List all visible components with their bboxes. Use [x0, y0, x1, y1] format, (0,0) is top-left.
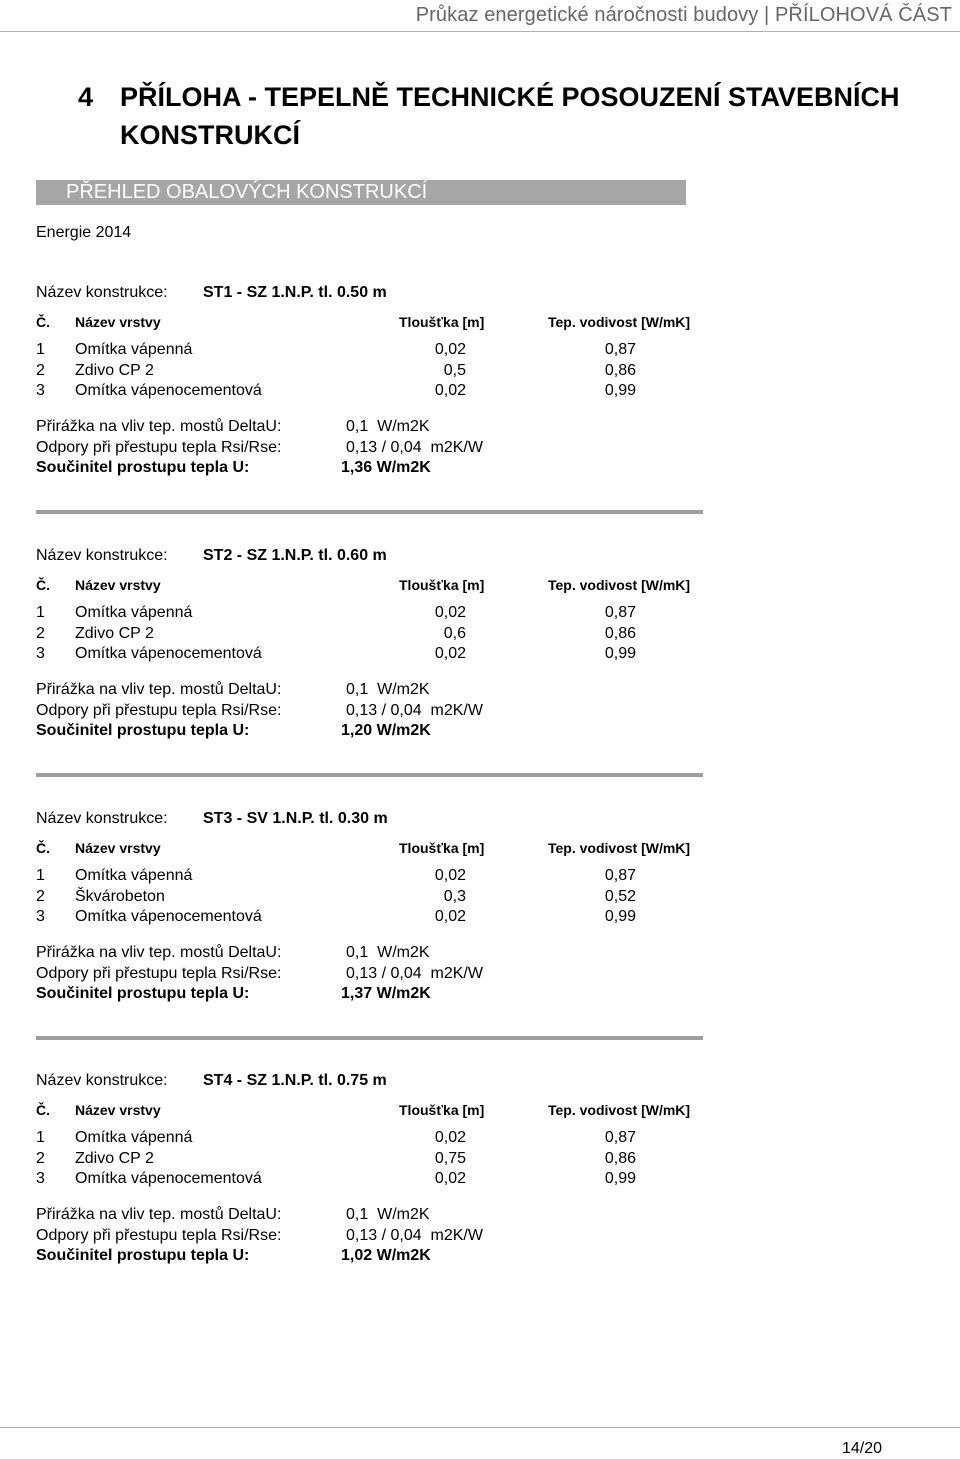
layer-name: Omítka vápenocementová [75, 645, 262, 662]
bridge-label: Přirážka na vliv tep. mostů DeltaU: [36, 418, 282, 435]
layer-number: 1 [36, 604, 45, 621]
layer-name: Škvárobeton [75, 887, 165, 905]
header-title: Průkaz energetické náročnosti budovy | PŘÍLOHOVÁ ČÁST [415, 4, 952, 26]
layer-conductivity: 0,87 [604, 604, 636, 621]
resistance-value: 0,13 / 0,04 m2K/W [346, 1227, 483, 1244]
layer-conductivity: 0,86 [604, 361, 636, 379]
col-header-conductivity: Tep. vodivost [W/mK] [548, 840, 691, 856]
col-header-no: Č. [36, 314, 50, 330]
layer-name: Omítka vápenná [75, 341, 193, 358]
col-header-thickness: Tloušťka [m] [399, 314, 485, 330]
layer-conductivity: 0,99 [604, 908, 636, 925]
construction-name: ST1 - SZ 1.N.P. tl. 0.50 m [203, 284, 387, 301]
construction-name: ST4 - SZ 1.N.P. tl. 0.75 m [203, 1072, 387, 1089]
layer-conductivity: 0,99 [604, 1170, 636, 1187]
layer-conductivity: 0,99 [604, 645, 636, 662]
layer-number: 2 [36, 361, 45, 379]
layer-thickness: 0,75 [434, 1149, 466, 1167]
layer-thickness: 0,3 [443, 887, 466, 905]
resistance-label: Odpory při přestupu tepla Rsi/Rse: [36, 965, 282, 982]
bridge-value: 0,1 W/m2K [346, 944, 430, 961]
col-header-thickness: Tloušťka [m] [399, 840, 485, 856]
layer-number: 2 [36, 624, 45, 642]
bridge-label: Přirážka na vliv tep. mostů DeltaU: [36, 681, 282, 698]
layer-number: 1 [36, 341, 45, 358]
col-header-thickness: Tloušťka [m] [399, 1102, 485, 1118]
u-value: 1,37 W/m2K [341, 985, 431, 1002]
layer-name: Zdivo CP 2 [75, 1149, 154, 1167]
layer-number: 3 [36, 908, 45, 925]
chapter-heading [78, 78, 948, 154]
section-bar [36, 180, 686, 205]
u-value: 1,20 W/m2K [341, 722, 431, 739]
layer-thickness: 0,6 [443, 624, 466, 642]
bridge-label: Přirážka na vliv tep. mostů DeltaU: [36, 944, 282, 961]
layer-conductivity: 0,86 [604, 1149, 636, 1167]
layer-number: 3 [36, 645, 45, 662]
construction-name-label: Název konstrukce: [36, 1072, 168, 1089]
construction-name-label: Název konstrukce: [36, 547, 168, 564]
resistance-value: 0,13 / 0,04 m2K/W [346, 965, 483, 982]
u-value: 1,02 W/m2K [341, 1247, 431, 1264]
col-header-conductivity: Tep. vodivost [W/mK] [548, 1102, 691, 1118]
resistance-value: 0,13 / 0,04 m2K/W [346, 702, 483, 719]
header-rule [0, 31, 960, 32]
col-header-no: Č. [36, 1102, 50, 1118]
layer-conductivity: 0,99 [604, 382, 636, 399]
layer-thickness: 0,02 [434, 382, 466, 399]
layer-name: Omítka vápenocementová [75, 1170, 262, 1187]
layer-number: 1 [36, 1129, 45, 1146]
layer-conductivity: 0,87 [604, 867, 636, 884]
col-header-conductivity: Tep. vodivost [W/mK] [548, 314, 691, 330]
layer-thickness: 0,5 [443, 361, 466, 379]
layer-name: Omítka vápenocementová [75, 382, 262, 399]
layer-thickness: 0,02 [434, 1170, 466, 1187]
layer-conductivity: 0,87 [604, 1129, 636, 1146]
layer-name: Zdivo CP 2 [75, 361, 154, 379]
layer-thickness: 0,02 [434, 604, 466, 621]
layer-number: 2 [36, 887, 45, 905]
layer-number: 1 [36, 867, 45, 884]
layer-number: 3 [36, 1170, 45, 1187]
bridge-value: 0,1 W/m2K [346, 1206, 430, 1223]
layer-name: Zdivo CP 2 [75, 624, 154, 642]
resistance-label: Odpory při přestupu tepla Rsi/Rse: [36, 702, 282, 719]
layer-number: 3 [36, 382, 45, 399]
resistance-label: Odpory při přestupu tepla Rsi/Rse: [36, 1227, 282, 1244]
layer-conductivity: 0,86 [604, 624, 636, 642]
col-header-layer: Název vrstvy [75, 577, 161, 593]
layer-name: Omítka vápenná [75, 604, 193, 621]
section-separator [36, 510, 703, 514]
layer-number: 2 [36, 1149, 45, 1167]
layer-conductivity: 0,87 [604, 341, 636, 358]
u-value-label: Součinitel prostupu tepla U: [36, 722, 250, 739]
layer-thickness: 0,02 [434, 908, 466, 925]
section-bar-label: PŘEHLED OBALOVÝCH KONSTRUKCÍ [66, 181, 428, 203]
bridge-label: Přirážka na vliv tep. mostů DeltaU: [36, 1206, 282, 1223]
u-value: 1,36 W/m2K [341, 459, 431, 476]
layer-conductivity: 0,52 [604, 887, 636, 905]
construction-name-label: Název konstrukce: [36, 284, 168, 301]
col-header-conductivity: Tep. vodivost [W/mK] [548, 577, 691, 593]
layer-name: Omítka vápenocementová [75, 908, 262, 925]
bridge-value: 0,1 W/m2K [346, 681, 430, 698]
construction-name: ST2 - SZ 1.N.P. tl. 0.60 m [203, 547, 387, 564]
col-header-layer: Název vrstvy [75, 314, 161, 330]
resistance-label: Odpory při přestupu tepla Rsi/Rse: [36, 439, 282, 456]
u-value-label: Součinitel prostupu tepla U: [36, 1247, 250, 1264]
layer-thickness: 0,02 [434, 867, 466, 884]
page-number: 14/20 [841, 1440, 882, 1457]
software-name: Energie 2014 [36, 224, 132, 241]
chapter-title-line2: KONSTRUKCÍ [120, 120, 300, 150]
col-header-no: Č. [36, 577, 50, 593]
col-header-layer: Název vrstvy [75, 840, 161, 856]
bridge-value: 0,1 W/m2K [346, 418, 430, 435]
footer-rule [0, 1427, 960, 1428]
construction-name: ST3 - SV 1.N.P. tl. 0.30 m [203, 810, 388, 827]
section-separator [36, 1036, 703, 1040]
u-value-label: Součinitel prostupu tepla U: [36, 459, 250, 476]
construction-name-label: Název konstrukce: [36, 810, 168, 827]
resistance-value: 0,13 / 0,04 m2K/W [346, 439, 483, 456]
col-header-no: Č. [36, 840, 50, 856]
layer-thickness: 0,02 [434, 1129, 466, 1146]
layer-thickness: 0,02 [434, 645, 466, 662]
col-header-layer: Název vrstvy [75, 1102, 161, 1118]
u-value-label: Součinitel prostupu tepla U: [36, 985, 250, 1002]
layer-name: Omítka vápenná [75, 867, 193, 884]
section-separator [36, 773, 703, 777]
col-header-thickness: Tloušťka [m] [399, 577, 485, 593]
layer-thickness: 0,02 [434, 341, 466, 358]
chapter-title-line1: PŘÍLOHA - TEPELNĚ TECHNICKÉ POSOUZENÍ STAVEBNÍCH [120, 82, 900, 112]
layer-name: Omítka vápenná [75, 1129, 193, 1146]
chapter-number: 4 [78, 82, 94, 112]
